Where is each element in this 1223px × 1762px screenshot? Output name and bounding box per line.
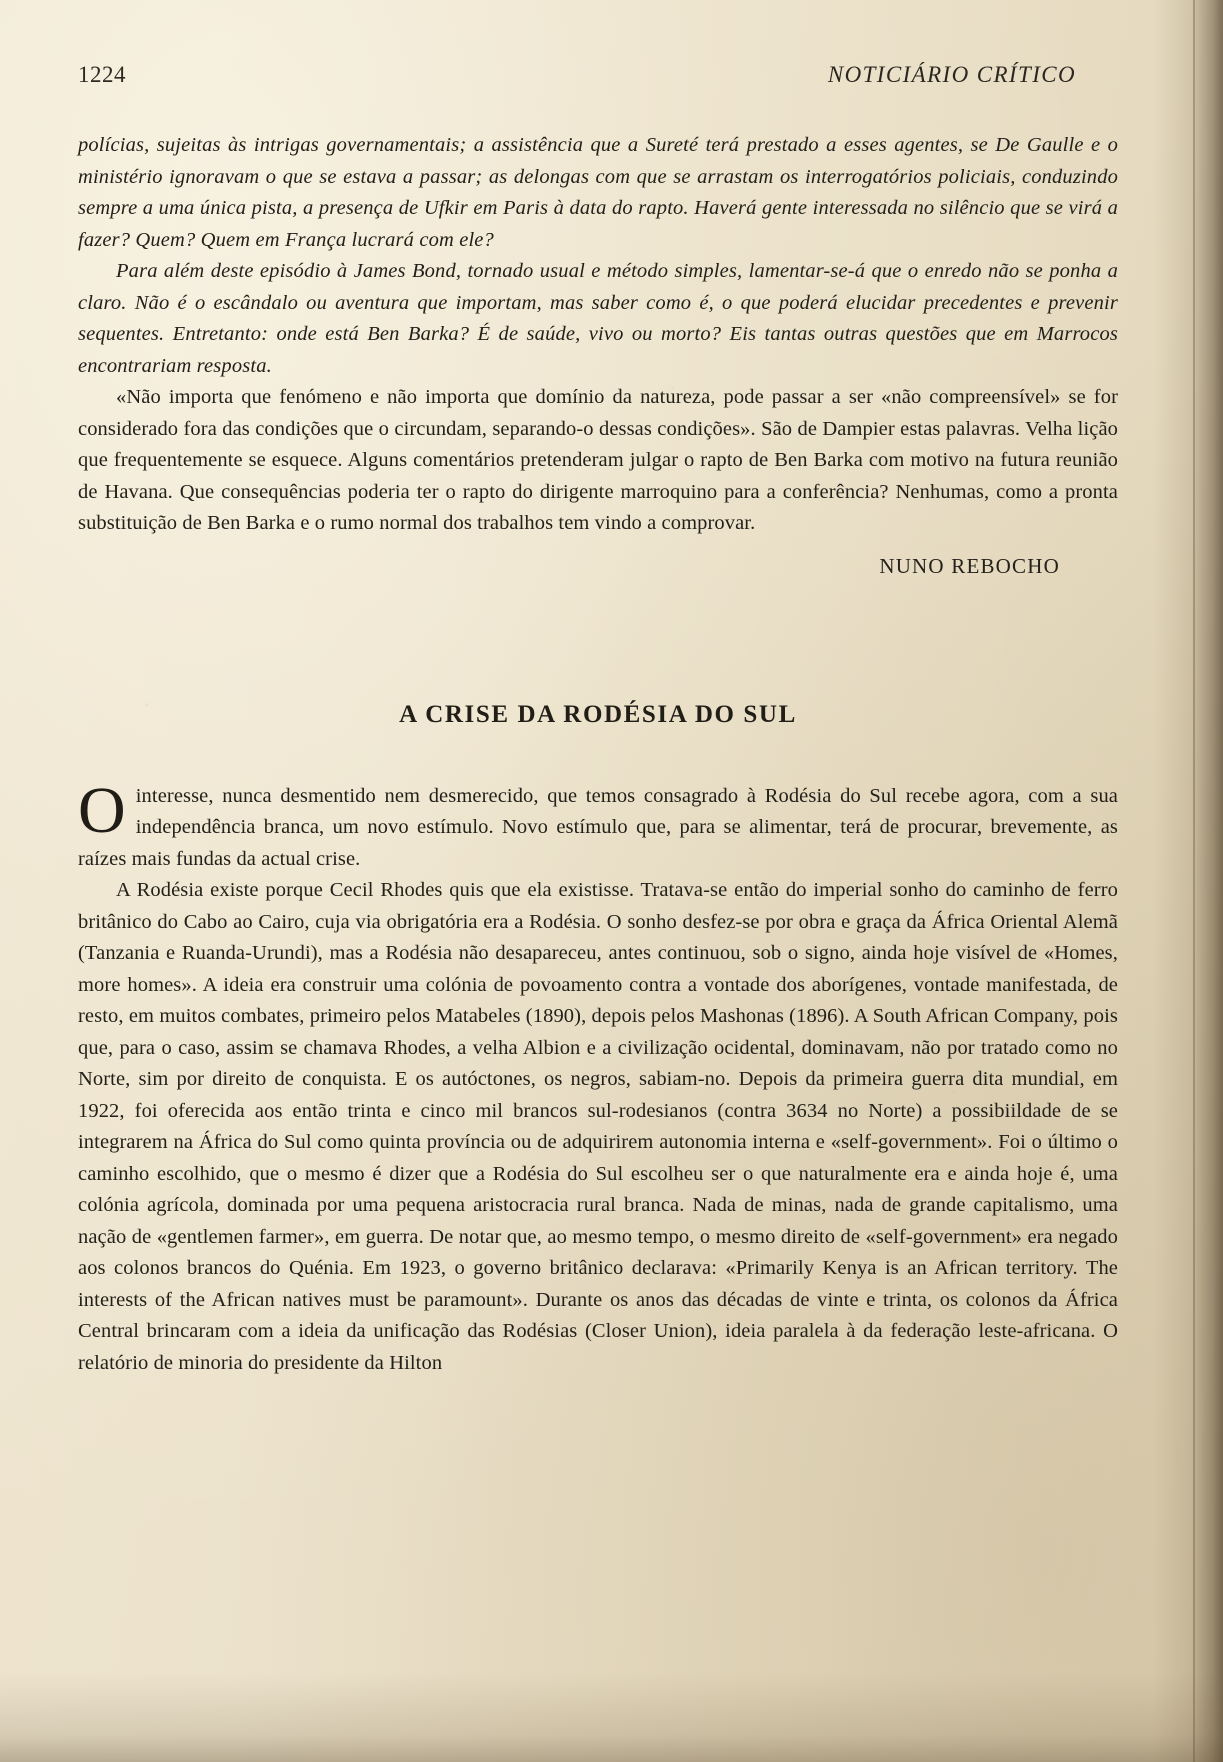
paragraph: «Não importa que fenómeno e não importa que domínio da natureza, pode passar a ser «não compreensível» se for considerado fora das condições que o circundam, separando-o dessas condições». São de Dampier estas palavras. Velha lição que frequentemente se esquece. Alguns comentários pretenderam julgar o rapto de Ben Barka com motivo na futura reunião de Havana. Que consequências poderia ter o rapto do dirigente marroquino para a conferência? Nenhumas, como a pronta substituição de Ben Barka e o rumo normal dos trabalhos tem vindo a comprovar.: [78, 386, 1118, 534]
page-edge-line: [1193, 0, 1195, 1762]
previous-article-body: [78, 130, 1118, 540]
running-head: NOTICIÁRIO CRÍTICO: [827, 62, 1076, 87]
author-signature: NUNO REBOCHO: [879, 553, 1060, 578]
paragraph: polícias, sujeitas às intrigas governamentais; a assistência que a Sureté terá prestado a esses agentes, se De Gaulle e o ministério ignoravam o que se estava a passar; as delongas com que se arrastam os interrogatórios policiais, conduzindo sempre a uma única pista, a presença de Ufkir em Paris à data do rapto. Haverá gente interessada no silêncio que se virá a fazer? Quem? Quem em França lucrará com ele?: [78, 134, 1118, 251]
paragraph-with-dropcap: [78, 773, 1118, 876]
paragraph-text: interesse, nunca desmentido nem desmerecido, que temos consagrado à Rodésia do Sul recebe agora, com a sua independência branca, um novo estímulo. Novo estímulo que, para se alimentar, terá de procurar, brevemente, as raízes mais fundas da actual crise.: [78, 784, 1118, 870]
page-header: [78, 62, 1118, 88]
page-number: 1224: [78, 62, 126, 87]
article-title: A CRISE DA RODÉSIA DO SUL: [399, 700, 797, 728]
paragraph: A Rodésia existe porque Cecil Rhodes quis que ela existisse. Tratava-se então do imperial sonho do caminho de ferro britânico do Cabo ao Cairo, cuja via obrigatória era a Rodésia. O sonho desfez-se por obra e graça da África Oriental Alemã (Tanzania e Ruanda-Urundi), mas a Rodésia não desapareceu, antes continuou, sob o signo, ainda hoje visível de «Homes, more homes». A ideia era construir uma colónia de povoamento contra a vontade dos aborígenes, vontade manifestada, de resto, em muitos combates, primeiro pelos Matabeles (1890), depois pelos Mashonas (1896). A South African Company, pois que, para o caso, assim se chamava Rhodes, a velha Albion e a civilização ocidental, dominavam, não por tratado como no Norte, sim por direito de conquista. E os autóctones, os negros, sabiam-no. Depois da primeira guerra dita mundial, em 1922, foi oferecida aos então trinta e cinco mil brancos sul-rodesianos (contra 3634 no Norte) a possibiildade de se integrarem na África do Sul como quinta província ou de adquirirem autonomia interna e «self-government». Foi o último o caminho escolhido, que o mesmo é dizer que a Rodésia do Sul escolheu ser o que naturalmente era e ainda hoje é, uma colónia agrícola, dominada por uma pequena aristocracia rural branca. Nada de minas, nada de grande capitalismo, uma nação de «gentlemen farmer», em guerra. De notar que, ao mesmo tempo, o mesmo direito de «self-government» era negado aos colonos brancos do Quénia. Em 1923, o governo britânico declarava: «Primarily Kenya is an African territory. The interests of the African natives must be paramount». Durante os anos das décadas de vinte e trinta, os colonos da África Central brincaram com a ideia da unificação das Rodésias (Closer Union), ideia paralela à da federação leste-africana. O relatório de minoria do presidente da Hilton: [78, 879, 1118, 1374]
paragraph: Para além deste episódio à James Bond, tornado usual e método simples, lamentar-se-á que o enredo não se ponha a claro. Não é o escândalo ou aventura que importam, mas saber como é, o que poderá elucidar precedentes e prevenir sequentes. Entretanto: onde está Ben Barka? É de saúde, vivo ou morto? Eis tantas outras questões que em Marrocos encontrariam resposta.: [78, 260, 1118, 377]
page-bottom-shadow: [0, 1672, 1223, 1762]
article-body: [78, 773, 1118, 1380]
page-edge-shadow: [1153, 0, 1223, 1762]
drop-cap: O: [78, 773, 126, 847]
page-content: [78, 62, 1118, 1379]
